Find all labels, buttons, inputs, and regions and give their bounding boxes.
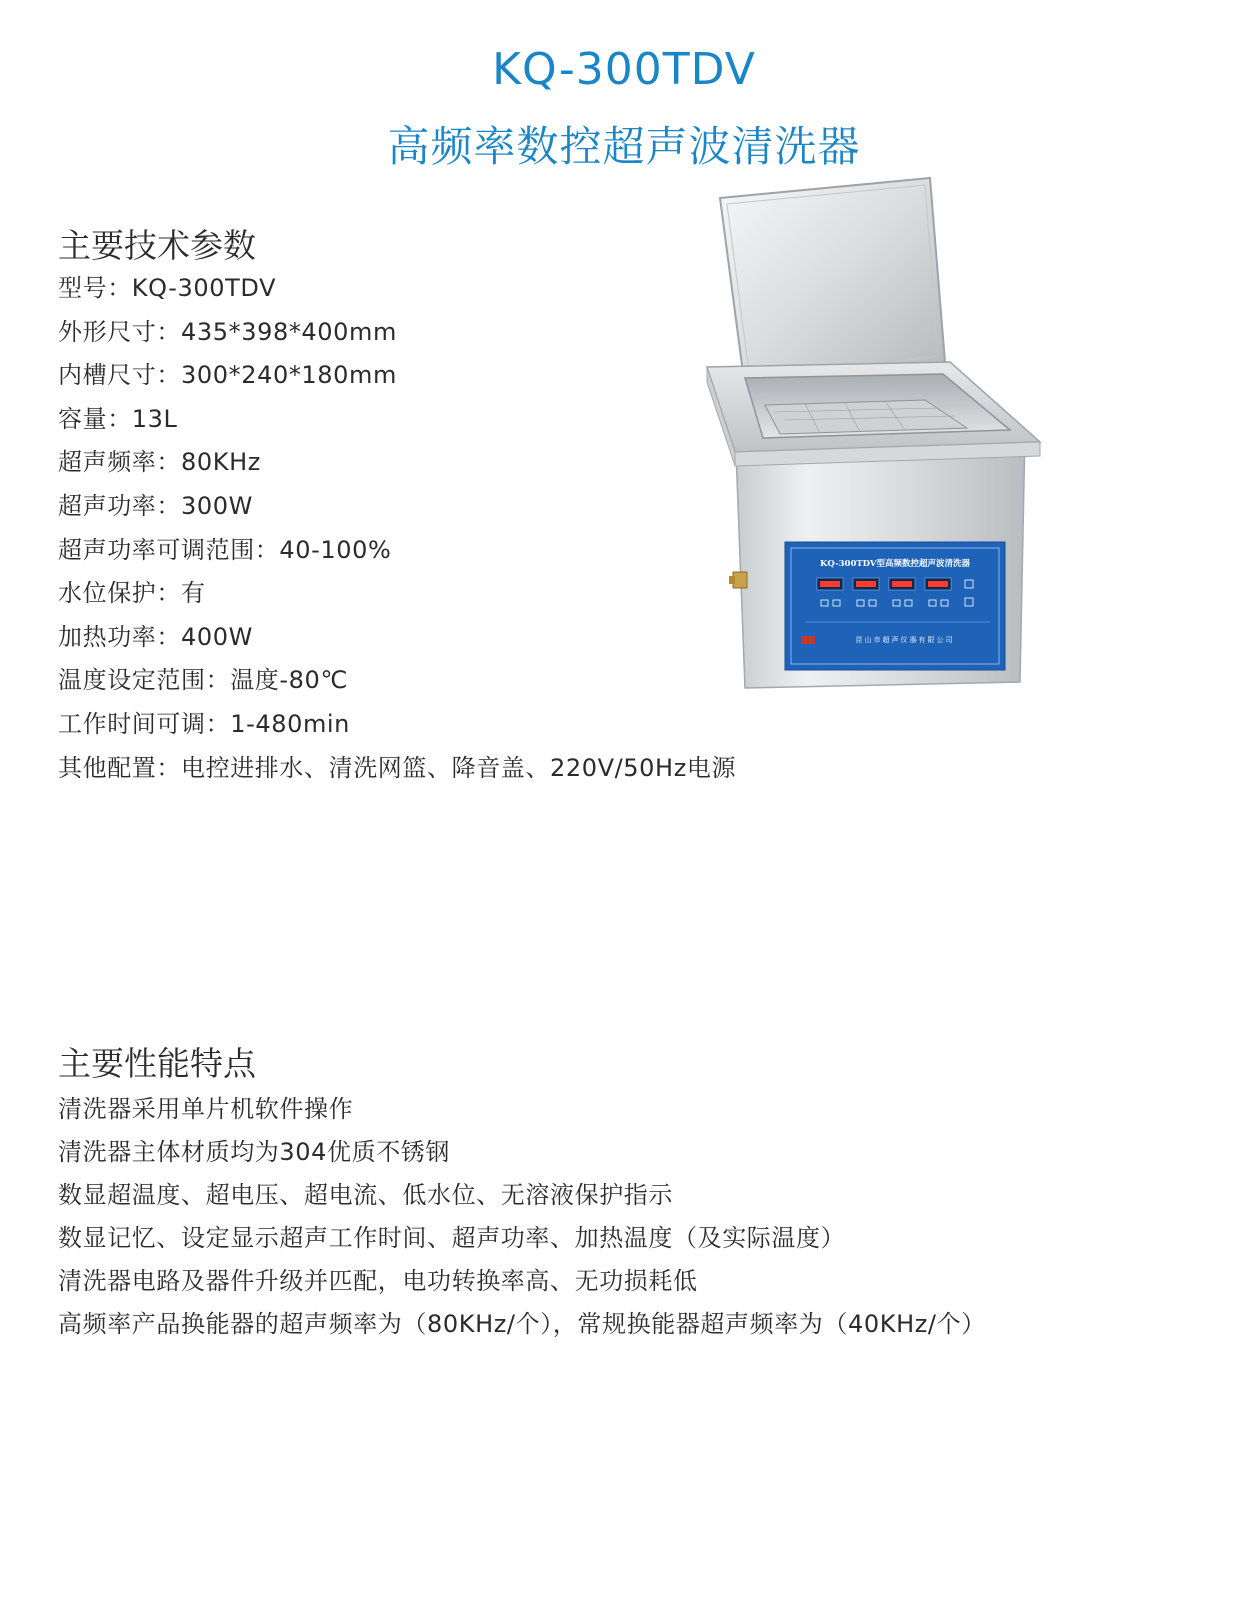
- feature-item: 高频率产品换能器的超声频率为（80KHz/个），常规换能器超声频率为（40KHz/个）: [58, 1310, 986, 1338]
- spec-item: 其他配置：电控进排水、清洗网篮、降音盖、220V/50Hz电源: [58, 753, 737, 782]
- spec-item: 超声频率：80KHz: [58, 448, 261, 477]
- product-image: [705, 170, 1050, 700]
- features-list: [58, 1088, 986, 1346]
- spec-item: 加热功率：400W: [58, 622, 253, 651]
- feature-item: 数显超温度、超电压、超电流、低水位、无溶液保护指示: [58, 1181, 673, 1209]
- specs-heading: 主要技术参数: [58, 226, 256, 265]
- spec-item: 工作时间可调：1-480min: [58, 709, 350, 738]
- ultrasonic-cleaner-illustration: [705, 170, 1050, 700]
- lid: [720, 178, 945, 388]
- spec-item: 超声功率：300W: [58, 491, 253, 520]
- specs-list: [58, 267, 736, 790]
- feature-item: 清洗器采用单片机软件操作: [58, 1095, 354, 1123]
- features-heading: 主要性能特点: [58, 1044, 256, 1083]
- page-title-product: 高频率数控超声波清洗器: [387, 122, 861, 171]
- feature-item: 数显记忆、设定显示超声工作时间、超声功率、加热温度（及实际温度）: [58, 1224, 846, 1252]
- spec-item: 水位保护：有: [58, 579, 206, 608]
- spec-item: 外形尺寸：435*398*400mm: [58, 317, 397, 346]
- brand-logo: [801, 636, 815, 644]
- feature-item: 清洗器主体材质均为304优质不锈钢: [58, 1138, 451, 1166]
- drain-valve-icon: [733, 572, 747, 588]
- spec-item: 超声功率可调范围：40-100%: [58, 535, 392, 564]
- spec-item: 容量：13L: [58, 404, 178, 433]
- company-label: 昆山市超声仪器有限公司: [855, 636, 955, 644]
- feature-item: 清洗器电路及器件升级并匹配，电功转换率高、无功损耗低: [58, 1267, 698, 1295]
- spec-item: 内槽尺寸：300*240*180mm: [58, 361, 397, 390]
- spec-item: 型号：KQ-300TDV: [58, 274, 277, 302]
- spec-item: 温度设定范围：温度-80℃: [58, 666, 348, 695]
- page-title-model: KQ-300TDV: [492, 44, 756, 95]
- panel-label: KQ-300TDV型高频数控超声波清洗器: [819, 559, 971, 569]
